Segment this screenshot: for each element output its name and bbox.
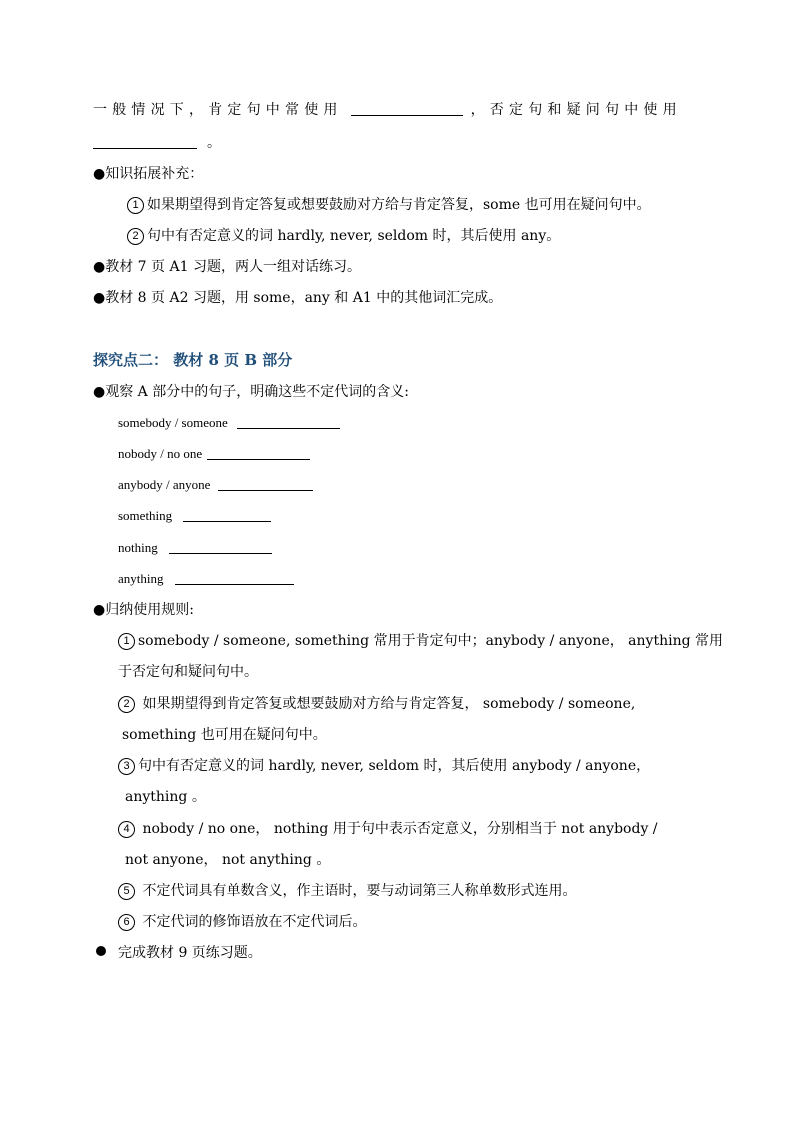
bullet-icon: [96, 946, 106, 956]
pronoun-label: anybody / anyone: [118, 477, 211, 492]
circled-number-5: 5: [118, 883, 135, 900]
final-task: [96, 943, 262, 963]
supplement-item-1-text: 如果期望得到肯定答复或想要鼓励对方给与肯定答复，some 也可用在疑问句中。: [147, 197, 651, 213]
pronoun-row-nobody: [118, 444, 310, 464]
pronoun-row-nothing: [118, 538, 272, 558]
pronoun-label: nobody / no one: [118, 446, 203, 461]
rule-5: [118, 881, 576, 901]
rule-2-line-2: something 也可用在疑问句中。: [122, 727, 327, 743]
rule-6-text: 不定代词的修饰语放在不定代词后。: [138, 914, 367, 930]
intro-text-b: ，否定句和疑问句中使用: [470, 102, 682, 118]
intro-line-2: [93, 133, 221, 153]
intro-line-1: [93, 100, 682, 120]
rules-title: ●归纳使用规则:: [93, 602, 194, 618]
pronoun-blank[interactable]: [218, 475, 313, 491]
supplement-item-1: [127, 195, 651, 215]
rule-1-text: somebody / someone, something 常用于肯定句中；anybody / anyone， anything 常用: [138, 633, 724, 649]
circled-number-2: 2: [118, 696, 135, 713]
pronoun-label: somebody / someone: [118, 415, 228, 430]
rule-2-line-1: [118, 694, 635, 714]
supplement-item-2-text: 句中有否定意义的词 hardly, never, seldom 时，其后使用 any。: [147, 228, 561, 244]
task-a2: ●教材 8 页 A2 习题，用 some，any 和 A1 中的其他词汇完成。: [93, 290, 503, 306]
circled-number-3: 3: [118, 758, 135, 775]
section-heading: 探究点二： 教材 8 页 B 部分: [93, 351, 293, 369]
pronoun-label: something: [118, 508, 173, 523]
circled-number-1: 1: [127, 197, 144, 214]
answer-blank-2[interactable]: [93, 133, 197, 149]
rule-4-line-1: [118, 819, 658, 839]
final-task-text: 完成教材 9 页练习题。: [118, 945, 262, 961]
supplement-title: ●知识拓展补充：: [93, 166, 204, 182]
pronoun-row-anything: [118, 569, 294, 589]
circled-number-1: 1: [118, 633, 135, 650]
pronoun-blank[interactable]: [175, 569, 294, 585]
pronoun-row-somebody: [118, 413, 340, 433]
pronoun-blank[interactable]: [169, 538, 272, 554]
task-a1: ●教材 7 页 A1 习题，两人一组对话练习。: [93, 259, 361, 275]
circled-number-4: 4: [118, 821, 135, 838]
supplement-item-2: [127, 226, 560, 246]
rule-6: [118, 912, 366, 932]
rule-2-text: 如果期望得到肯定答复或想要鼓励对方给与肯定答复， somebody / someone,: [138, 696, 636, 712]
pronoun-label: nothing: [118, 540, 158, 555]
circled-number-6: 6: [118, 914, 135, 931]
rule-3-line-2: anything 。: [125, 789, 206, 805]
observe-instruction: ●观察 A 部分中的句子，明确这些不定代词的含义:: [93, 384, 409, 400]
rule-4-line-2: not anyone， not anything 。: [125, 852, 331, 868]
pronoun-label: anything: [118, 571, 164, 586]
rule-3-text: 句中有否定意义的词 hardly, never, seldom 时，其后使用 anybody / anyone，: [138, 758, 651, 774]
rule-1-line-1: [118, 631, 723, 651]
circled-number-2: 2: [127, 228, 144, 245]
pronoun-blank[interactable]: [237, 413, 340, 429]
pronoun-row-anybody: [118, 475, 313, 495]
rule-1-line-2: 于否定句和疑问句中。: [118, 664, 258, 680]
pronoun-row-something: [118, 506, 271, 526]
intro-text-a: 一般情况下，肯定句中常使用: [93, 102, 343, 118]
answer-blank-1[interactable]: [351, 100, 463, 116]
rule-4-text: nobody / no one， nothing 用于句中表示否定意义，分别相当于 not anybody /: [138, 821, 658, 837]
pronoun-blank[interactable]: [183, 506, 271, 522]
rule-5-text: 不定代词具有单数含义，作主语时，要与动词第三人称单数形式连用。: [138, 883, 577, 899]
intro-text-c: 。: [207, 135, 221, 151]
pronoun-blank[interactable]: [207, 444, 310, 460]
rule-3-line-1: [118, 756, 650, 776]
